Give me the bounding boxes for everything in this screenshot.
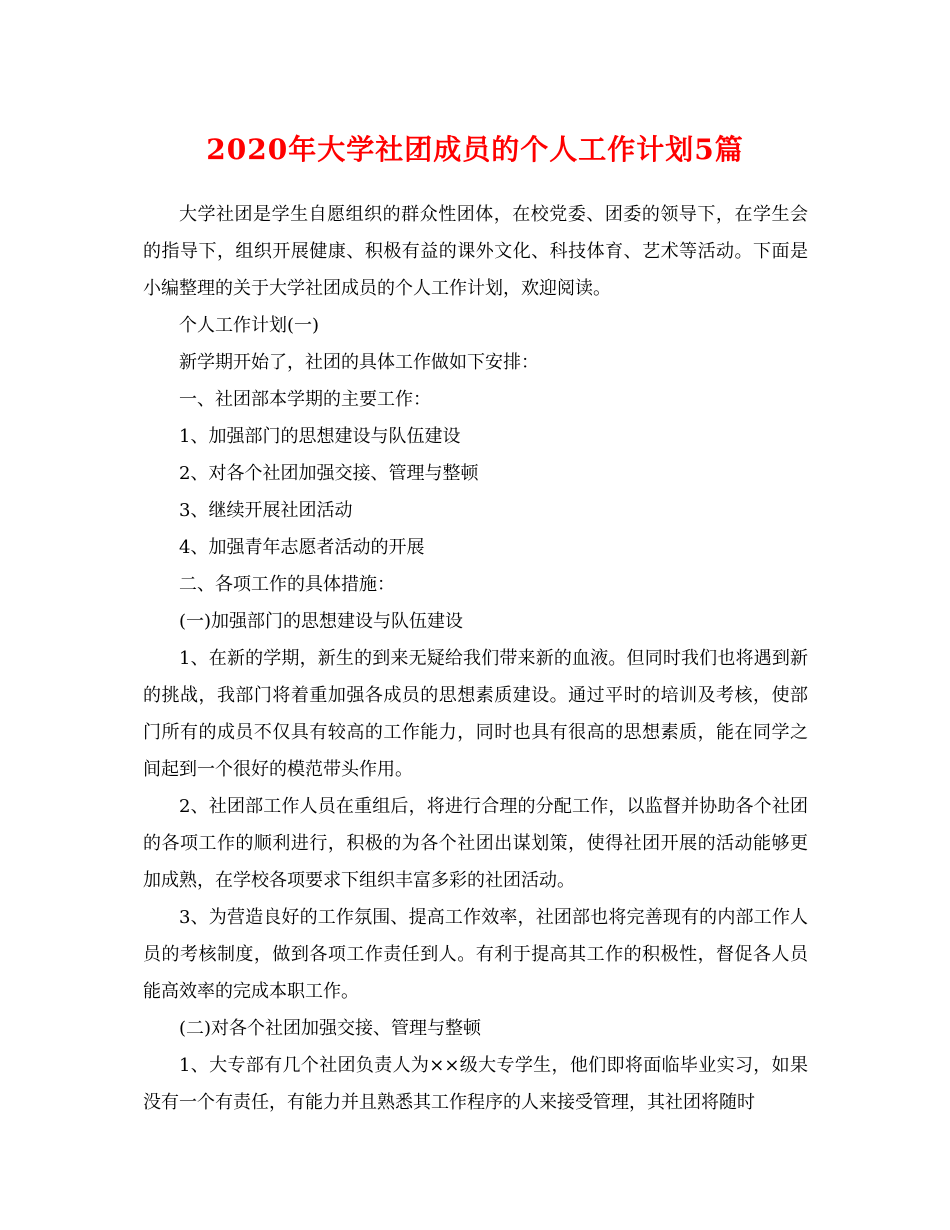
paragraph-arrangement: 新学期开始了，社团的具体工作做如下安排： <box>179 352 539 373</box>
paragraph-measure-3: 3、为营造良好的工作氛围、提高工作效率，社团部也将完善现有的内部工作人员的考核制度，做到各项工作责任到人。有利于提高其工作的积极性，督促各人员能高效率的完成本职工作。 <box>143 907 808 1002</box>
section-heading-measures: 二、各项工作的具体措施： <box>179 574 395 595</box>
list-item: 3、继续开展社团活动 <box>179 500 353 521</box>
paragraph-measure-1: 1、在新的学期，新生的到来无疑给我们带来新的血液。但同时我们也将遇到新的挑战，我部门将着重加强各成员的思想素质建设。通过平时的培训及考核，使部门所有的成员不仅具有较高的工作能力，同时也具有很高的思想素质，能在同学之间起到一个很好的模范带头作用。 <box>143 648 808 780</box>
document-body <box>143 196 808 1121</box>
subsection-heading-2: (二)对各个社团加强交接、管理与整顿 <box>179 1018 482 1039</box>
paragraph-handover-1: 1、大专部有几个社团负责人为××级大专学生，他们即将面临毕业实习，如果没有一个有责任，有能力并且熟悉其工作程序的人来接受管理，其社团将随时 <box>143 1055 808 1113</box>
list-item: 1、加强部门的思想建设与队伍建设 <box>179 426 461 447</box>
paragraph-measure-2: 2、社团部工作人员在重组后，将进行合理的分配工作，以监督并协助各个社团的各项工作的顺利进行，积极的为各个社团出谋划策，使得社团开展的活动能够更加成熟，在学校各项要求下组织丰富多彩的社团活动。 <box>143 796 808 891</box>
subsection-heading-1: (一)加强部门的思想建设与队伍建设 <box>179 611 464 632</box>
list-item: 2、对各个社团加强交接、管理与整顿 <box>179 463 479 484</box>
section-heading-plan-1: 个人工作计划(一) <box>179 315 320 336</box>
document-title: 2020年大学社团成员的个人工作计划5篇 <box>206 133 744 166</box>
section-heading-main-work: 一、社团部本学期的主要工作： <box>179 389 431 410</box>
list-item: 4、加强青年志愿者活动的开展 <box>179 537 425 558</box>
paragraph-intro: 大学社团是学生自愿组织的群众性团体，在校党委、团委的领导下，在学生会的指导下，组织开展健康、积极有益的课外文化、科技体育、艺术等活动。下面是小编整理的关于大学社团成员的个人工作计划，欢迎阅读。 <box>143 204 808 299</box>
